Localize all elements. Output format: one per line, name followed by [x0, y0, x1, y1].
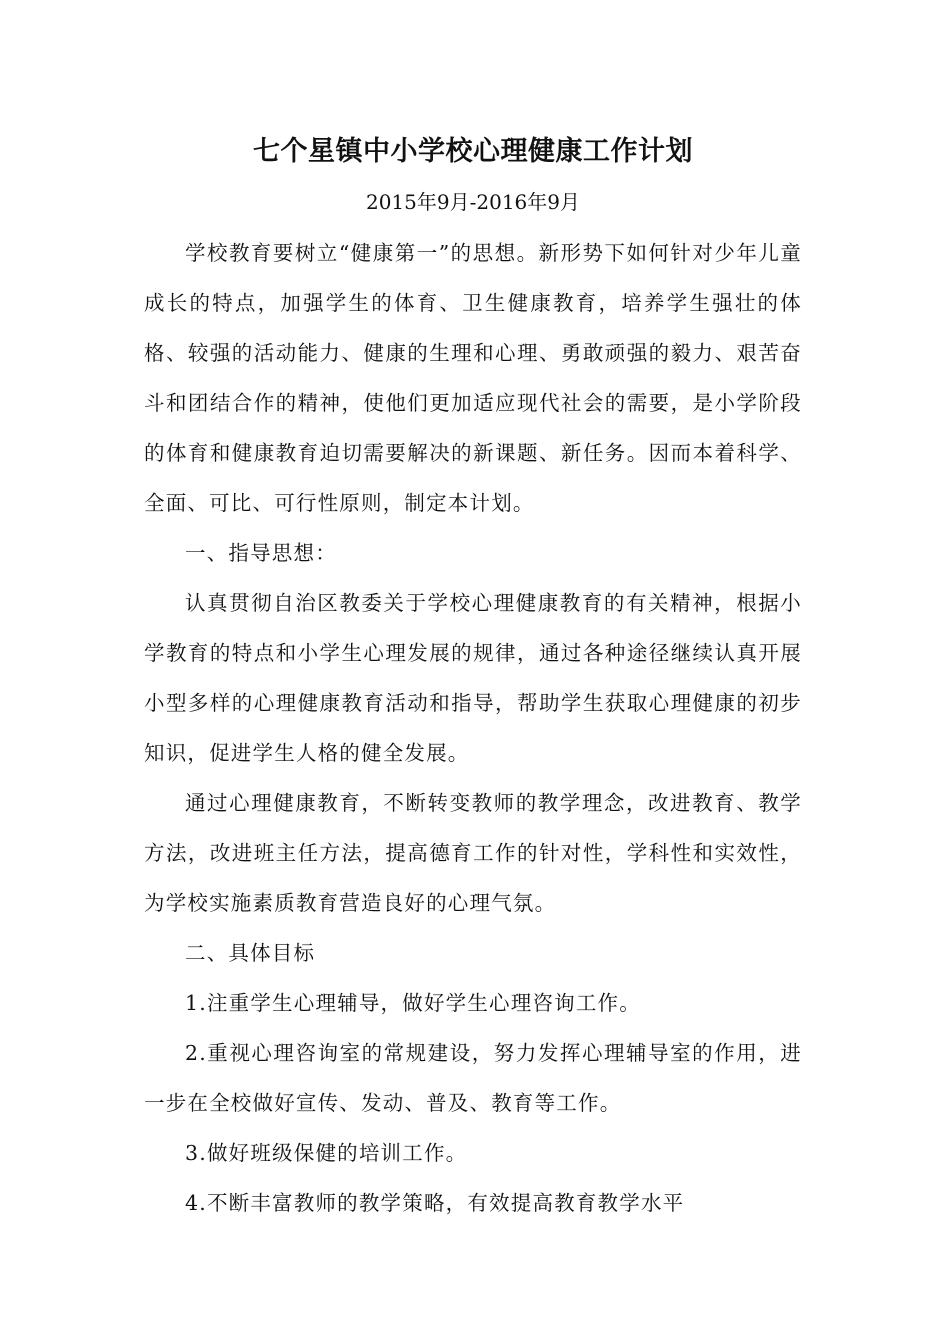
section-heading-specific-goals: 二、具体目标 — [185, 941, 316, 965]
document-body — [144, 228, 802, 1228]
guiding-thought-paragraph-2: 通过心理健康教育，不断转变教师的教学理念，改进教育、教学方法，改进班主任方法，提高德育工作的针对性，学科性和实效性，为学校实施素质教育营造良好的心理气氛。 — [144, 791, 802, 915]
intro-paragraph: 学校教育要树立“健康第一”的思想。新形势下如何针对少年儿童成长的特点，加强学生的体育、卫生健康教育，培养学生强壮的体格、较强的活动能力、健康的生理和心理、勇敢顽强的毅力、艰苦奋斗和团结合作的精神，使他们更加适应现代社会的需要，是小学阶段的体育和健康教育迫切需要解决的新课题、新任务。因而本着科学、全面、可比、可行性原则，制定本计划。 — [144, 241, 802, 515]
goal-item-1: 1.注重学生心理辅导，做好学生心理咨询工作。 — [185, 991, 641, 1015]
goal-item-3: 3.做好班级保健的培训工作。 — [185, 1141, 468, 1165]
guiding-thought-paragraph-1: 认真贯彻自治区教委关于学校心理健康教育的有关精神，根据小学教育的特点和小学生心理发展的规律，通过各种途径继续认真开展小型多样的心理健康教育活动和指导，帮助学生获取心理健康的初步知识，促进学生人格的健全发展。 — [144, 591, 802, 765]
goal-item-2: 2.重视心理咨询室的常规建设，努力发挥心理辅导室的作用，进一步在全校做好宣传、发动、普及、教育等工作。 — [144, 1041, 802, 1115]
goal-item-4: 4.不断丰富教师的教学策略，有效提高教育教学水平 — [185, 1191, 685, 1215]
section-heading-guiding-thought: 一、指导思想： — [185, 541, 337, 565]
document-date-range: 2015年9月-2016年9月 — [365, 190, 580, 214]
document-title: 七个星镇中小学校心理健康工作计划 — [253, 136, 693, 167]
